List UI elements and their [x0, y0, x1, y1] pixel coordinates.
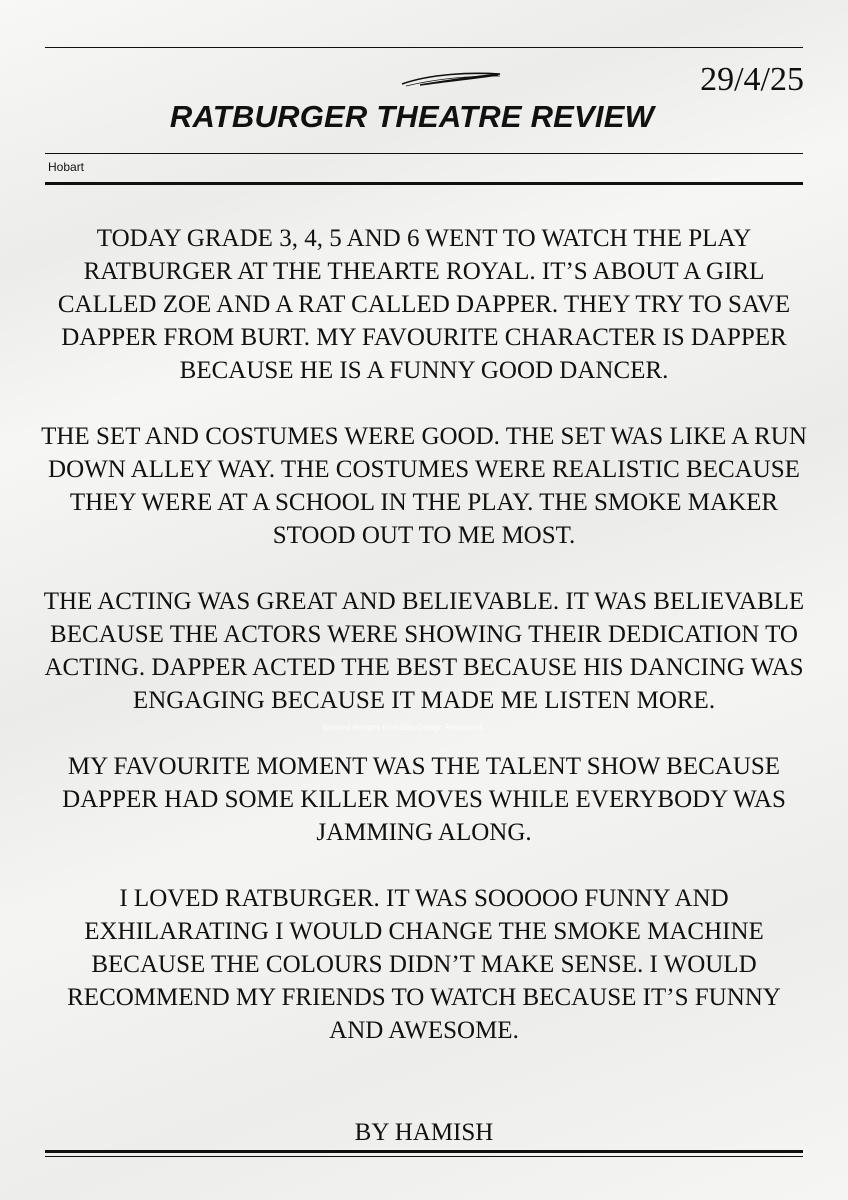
- location-label: Hobart: [48, 160, 85, 174]
- watermark-text: Inspired designs from Edu-Design Resources: [322, 723, 483, 732]
- article-paragraph: THE SET AND COSTUMES WERE GOOD. THE SET WAS LIKE A RUN DOWN ALLEY WAY. THE COSTUMES WERE REALISTIC BECAUSE THEY WERE AT A SCHOOL IN THE PLAY. THE SMOKE MAKER STOOD OUT TO ME MOST.: [41, 423, 807, 549]
- footer-thick-rule: [45, 1150, 803, 1153]
- article-paragraph: THE ACTING WAS GREAT AND BELIEVABLE. IT WAS BELIEVABLE BECAUSE THE ACTORS WERE SHOWING THEIR DEDICATION TO ACTING. DAPPER ACTED THE BEST BECAUSE HIS DANCING WAS ENGAGING BECAUSE IT MADE ME LISTEN MORE.: [43, 588, 805, 714]
- page-title: RATBURGER THEATRE REVIEW: [169, 99, 655, 134]
- header-thick-rule: [45, 182, 803, 185]
- article-paragraph: I LOVED RATBURGER. IT WAS SOOOOO FUNNY AND EXHILARATING I WOULD CHANGE THE SMOKE MACHINE BECAUSE THE COLOURS DIDN’T MAKE SENSE. I WOULD RECOMMEND MY FRIENDS TO WATCH BECAUSE IT’S FUNNY AND AWESOME.: [67, 885, 781, 1044]
- article-paragraph: MY FAVOURITE MOMENT WAS THE TALENT SHOW BECAUSE DAPPER HAD SOME KILLER MOVES WHILE EVERYBODY WAS JAMMING ALONG.: [62, 753, 786, 846]
- issue-date: 29/4/25: [700, 61, 804, 98]
- article-byline: BY HAMISH: [354, 1119, 494, 1146]
- decorative-swash-icon: [400, 70, 504, 90]
- header-top-rule: [45, 47, 803, 48]
- article-paragraph: TODAY GRADE 3, 4, 5 AND 6 WENT TO WATCH THE PLAY RATBURGER AT THE THEARTE ROYAL. IT’S ABOUT A GIRL CALLED ZOE AND A RAT CALLED DAPPER. THEY TRY TO SAVE DAPPER FROM BURT. MY FAVOURITE CHARACTER IS DAPPER BECAUSE HE IS A FUNNY GOOD DANCER.: [57, 225, 791, 384]
- header-mid-rule: [45, 153, 803, 154]
- article-body: [40, 222, 808, 1080]
- footer-thin-rule: [45, 1156, 803, 1157]
